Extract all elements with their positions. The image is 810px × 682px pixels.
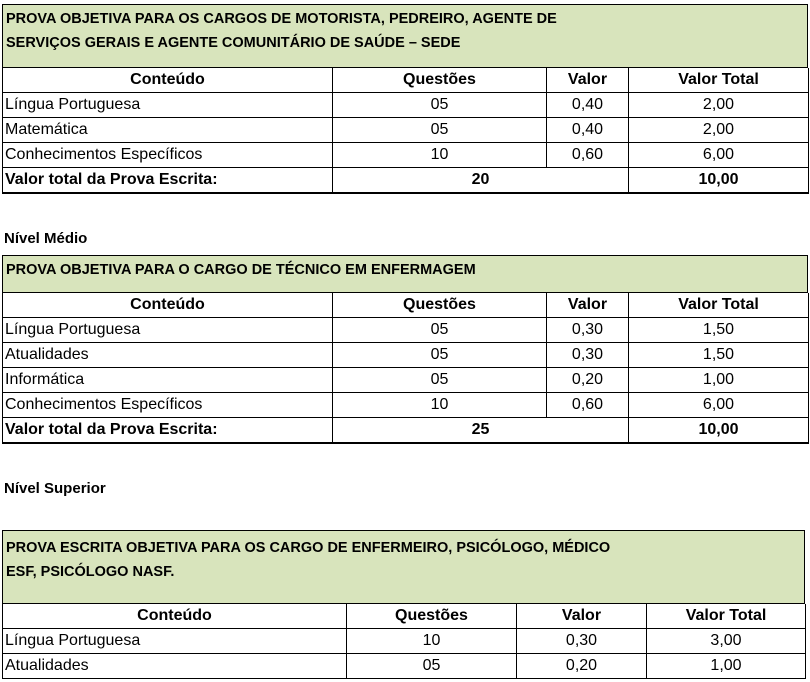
column-header-questoes: Questões: [333, 293, 547, 318]
cell-conteudo: Matemática: [3, 118, 333, 143]
cell-valor-total: 2,00: [629, 93, 809, 118]
cell-questoes: 05: [347, 654, 517, 679]
table-banner: [2, 4, 808, 68]
cell-valor-total: 6,00: [629, 143, 809, 168]
column-header-questoes: Questões: [333, 68, 547, 93]
cell-conteudo: Atualidades: [3, 654, 347, 679]
table-section-superior: [2, 530, 805, 679]
total-label: Valor total da Prova Escrita:: [3, 168, 333, 194]
level-heading: Nível Superior: [4, 480, 106, 497]
table-row: [3, 318, 809, 343]
total-valor: 10,00: [629, 418, 809, 444]
table-row: [3, 393, 809, 418]
cell-questoes: 05: [333, 93, 547, 118]
column-header-valor-total: Valor Total: [629, 293, 809, 318]
table-banner: [2, 530, 805, 604]
cell-conteudo: Conhecimentos Específicos: [3, 393, 333, 418]
banner-line: SERVIÇOS GERAIS E AGENTE COMUNITÁRIO DE SAÚDE – SEDE: [6, 35, 461, 51]
table-row: [3, 118, 809, 143]
cell-valor-total: 2,00: [629, 118, 809, 143]
table-row: [3, 368, 809, 393]
cell-valor: 0,30: [547, 343, 629, 368]
cell-questoes: 05: [333, 368, 547, 393]
cell-questoes: 05: [333, 118, 547, 143]
cell-valor: 0,30: [517, 629, 647, 654]
table-row: [3, 343, 809, 368]
cell-valor-total: 6,00: [629, 393, 809, 418]
score-table: [2, 293, 809, 444]
banner-line: PROVA OBJETIVA PARA OS CARGOS DE MOTORISTA, PEDREIRO, AGENTE DE: [6, 11, 557, 27]
cell-valor-total: 1,50: [629, 318, 809, 343]
cell-valor-total: 3,00: [647, 629, 806, 654]
cell-valor-total: 1,00: [629, 368, 809, 393]
total-questoes: 20: [333, 168, 629, 194]
column-header-valor-total: Valor Total: [629, 68, 809, 93]
cell-valor-total: 1,00: [647, 654, 806, 679]
cell-conteudo: Conhecimentos Específicos: [3, 143, 333, 168]
cell-questoes: 10: [347, 629, 517, 654]
cell-valor: 0,20: [517, 654, 647, 679]
column-header-conteudo: Conteúdo: [3, 604, 347, 629]
table-row: [3, 93, 809, 118]
cell-valor: 0,20: [547, 368, 629, 393]
cell-conteudo: Atualidades: [3, 343, 333, 368]
cell-questoes: 10: [333, 393, 547, 418]
table-row: [3, 143, 809, 168]
cell-questoes: 05: [333, 318, 547, 343]
table-section-sede: [2, 4, 808, 194]
total-label: Valor total da Prova Escrita:: [3, 418, 333, 444]
cell-valor: 0,40: [547, 118, 629, 143]
banner-line: ESF, PSICÓLOGO NASF.: [6, 564, 175, 580]
cell-valor: 0,30: [547, 318, 629, 343]
column-header-valor: Valor: [517, 604, 647, 629]
level-heading: Nível Médio: [4, 230, 88, 247]
column-header-valor-total: Valor Total: [647, 604, 806, 629]
banner-line: PROVA ESCRITA OBJETIVA PARA OS CARGO DE ENFERMEIRO, PSICÓLOGO, MÉDICO: [6, 540, 611, 556]
cell-valor: 0,60: [547, 393, 629, 418]
total-questoes: 25: [333, 418, 629, 444]
column-header-valor: Valor: [547, 293, 629, 318]
cell-valor-total: 1,50: [629, 343, 809, 368]
total-valor: 10,00: [629, 168, 809, 194]
column-header-conteudo: Conteúdo: [3, 68, 333, 93]
table-total-row: [3, 418, 809, 444]
column-header-questoes: Questões: [347, 604, 517, 629]
cell-valor: 0,60: [547, 143, 629, 168]
cell-conteudo: Língua Portuguesa: [3, 629, 347, 654]
table-row: [3, 654, 806, 679]
table-banner: [2, 255, 808, 293]
table-row: [3, 629, 806, 654]
cell-conteudo: Língua Portuguesa: [3, 318, 333, 343]
cell-questoes: 05: [333, 343, 547, 368]
cell-conteudo: Informática: [3, 368, 333, 393]
column-header-conteudo: Conteúdo: [3, 293, 333, 318]
column-header-valor: Valor: [547, 68, 629, 93]
table-section-medio: [2, 255, 808, 444]
table-header-row: [3, 293, 809, 318]
cell-questoes: 10: [333, 143, 547, 168]
table-header-row: [3, 68, 809, 93]
table-total-row: [3, 168, 809, 194]
cell-valor: 0,40: [547, 93, 629, 118]
score-table: [2, 604, 806, 679]
cell-conteudo: Língua Portuguesa: [3, 93, 333, 118]
banner-line: PROVA OBJETIVA PARA O CARGO DE TÉCNICO EM ENFERMAGEM: [6, 262, 476, 278]
score-table: [2, 68, 809, 194]
table-header-row: [3, 604, 806, 629]
